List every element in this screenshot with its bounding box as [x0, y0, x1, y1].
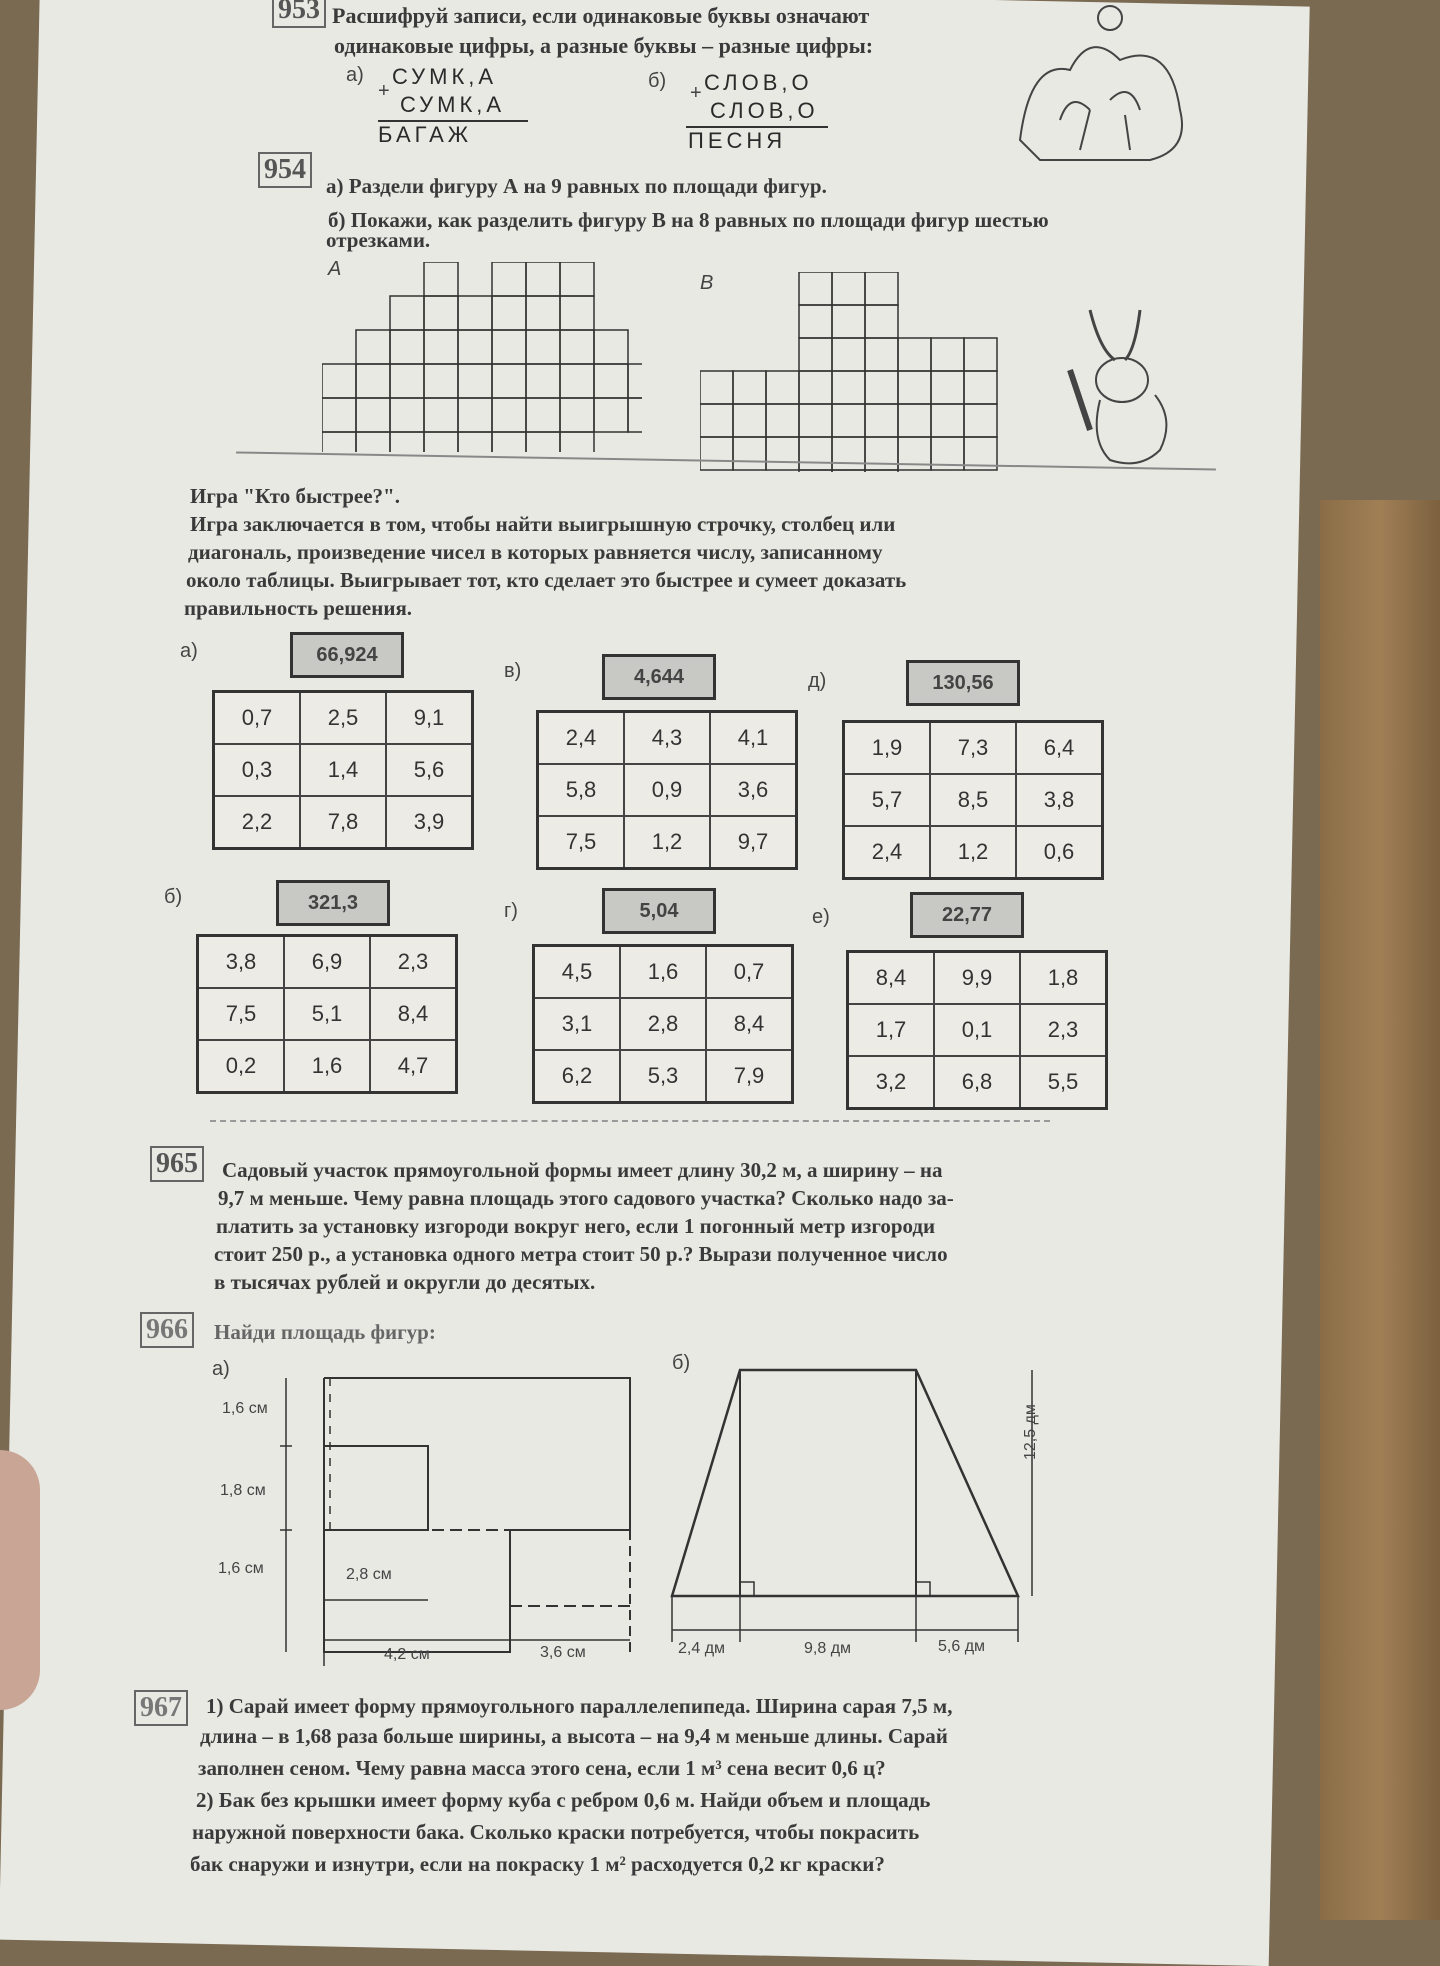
wooden-table-edge — [1320, 500, 1440, 1920]
task-965-line4: стоит 250 р., а установка одного метра стоит 50 р.? Вырази полученное число — [214, 1242, 948, 1266]
game-target-number: 130,56 — [906, 660, 1020, 706]
game-table-cell: 5,3 — [620, 1050, 706, 1103]
grid-cell — [832, 470, 865, 472]
game-table-cell: 8,4 — [848, 952, 935, 1005]
grid-cell — [865, 404, 898, 437]
game-text-line4: правильность решения. — [184, 596, 413, 620]
dim-a-w1: 4,2 см — [384, 1646, 430, 1663]
task-965-number: 965 — [150, 1146, 204, 1182]
game-table-cell: 2,4 — [538, 712, 625, 765]
grid-cell — [390, 398, 424, 432]
dim-b-w3: 5,6 дм — [938, 1638, 986, 1655]
grid-cell — [458, 364, 492, 398]
grid-cell — [322, 398, 356, 432]
game-table-cell: 3,8 — [1016, 774, 1103, 826]
grid-cell — [560, 364, 594, 398]
game-table-cell: 2,4 — [844, 826, 931, 879]
game-number-table — [846, 950, 1108, 1110]
game-table-cell: 3,6 — [710, 764, 797, 816]
grid-cell — [424, 296, 458, 330]
game-table-cell: 5,1 — [284, 988, 370, 1040]
game-table-cell: 3,8 — [198, 936, 285, 989]
cryptarithm-b-row1: СЛОВ,О — [704, 70, 813, 95]
grid-cell — [832, 305, 865, 338]
grid-cell — [560, 432, 594, 452]
grid-cell — [964, 338, 997, 371]
grid-cell — [560, 398, 594, 432]
game-target-number: 4,644 — [602, 654, 716, 700]
figure-966a — [210, 1370, 650, 1670]
game-text-line2: диагональ, произведение чисел в которых равняется числу, записанному — [188, 540, 883, 564]
game-table-cell: 7,9 — [706, 1050, 793, 1103]
game-number-table — [842, 720, 1104, 880]
grid-cell — [492, 432, 526, 452]
grid-cell — [356, 432, 390, 452]
task-954-line1: а) Раздели фигуру А на 9 равных по площади фигур. — [326, 174, 827, 198]
forest-animals-illustration — [1000, 0, 1200, 170]
game-table-label: а) — [180, 640, 198, 662]
game-table-cell: 2,2 — [214, 796, 301, 849]
game-table-cell: 7,5 — [198, 988, 285, 1040]
cryptarithm-a-row2: СУМК,А — [400, 92, 506, 117]
cryptarithm-b-result: ПЕСНЯ — [688, 128, 787, 153]
grid-cell — [458, 398, 492, 432]
cryptarithm-a-result: БАГАЖ — [378, 122, 473, 147]
game-table-cell: 1,2 — [930, 826, 1016, 879]
grid-cell — [492, 296, 526, 330]
grid-cell — [931, 404, 964, 437]
game-target-number: 5,04 — [602, 888, 716, 934]
task-967-line3: заполнен сеном. Чему равна масса этого сена, если 1 м³ сена весит 0,6 ц? — [198, 1756, 886, 1780]
task-967-number: 967 — [134, 1690, 188, 1726]
game-table-cell: 0,7 — [706, 946, 793, 999]
game-table-label: д) — [808, 670, 827, 692]
cryptarithm-a-row1: СУМК,А — [392, 64, 498, 89]
grid-cell — [356, 398, 390, 432]
game-table-cell: 0,2 — [198, 1040, 285, 1093]
game-table-cell: 0,9 — [624, 764, 710, 816]
grid-cell — [865, 371, 898, 404]
game-table-cell: 4,1 — [710, 712, 797, 765]
task-967-line2: длина – в 1,68 раза больше ширины, а высота – на 9,4 м меньше длины. Сарай — [200, 1724, 948, 1748]
grid-cell — [931, 338, 964, 371]
grid-cell — [700, 371, 733, 404]
game-table-cell: 5,7 — [844, 774, 931, 826]
cryptarithm-b-label: б) — [648, 70, 667, 92]
game-table-cell: 0,3 — [214, 744, 301, 796]
grid-cell — [898, 404, 931, 437]
grid-cell — [865, 272, 898, 305]
grid-cell — [700, 404, 733, 437]
grid-cell — [390, 364, 424, 398]
grid-cell — [964, 371, 997, 404]
grid-cell — [424, 398, 458, 432]
game-number-table — [536, 710, 798, 870]
game-table-cell: 7,5 — [538, 816, 625, 869]
figure-966b-label: б) — [672, 1352, 691, 1374]
game-target-number: 321,3 — [276, 880, 390, 926]
game-text-line3: около таблицы. Выигрывает тот, кто сделает это быстрее и сумеет доказать — [186, 568, 907, 592]
task-965-line2: 9,7 м меньше. Чему равна площадь этого садового участка? Сколько надо за- — [218, 1186, 954, 1210]
grid-cell — [492, 262, 526, 296]
grid-cell — [931, 371, 964, 404]
dim-a-h1: 1,6 см — [222, 1400, 268, 1417]
grid-cell — [390, 296, 424, 330]
grid-cell — [766, 371, 799, 404]
game-title: Игра "Кто быстрее?". — [190, 484, 400, 508]
grid-cell — [799, 470, 832, 472]
grid-cell — [799, 305, 832, 338]
divider-dashed — [210, 1120, 1050, 1122]
game-table-cell: 1,8 — [1020, 952, 1107, 1005]
game-table-cell: 3,9 — [386, 796, 473, 849]
game-table-label: б) — [164, 886, 183, 908]
task-965-line3: платить за установку изгороди вокруг него, если 1 погонный метр изгороди — [216, 1214, 936, 1238]
grid-cell — [733, 404, 766, 437]
grid-cell — [458, 330, 492, 364]
game-text-line1: Игра заключается в том, чтобы найти выигрышную строчку, столбец или — [190, 512, 896, 536]
grid-cell — [458, 432, 492, 452]
dim-a-h2: 1,8 см — [220, 1482, 266, 1499]
game-table-cell: 7,3 — [930, 722, 1016, 775]
grid-cell — [898, 371, 931, 404]
grid-cell — [526, 262, 560, 296]
game-table-cell: 5,8 — [538, 764, 625, 816]
game-table-cell: 9,7 — [710, 816, 797, 869]
grid-cell — [492, 330, 526, 364]
grid-cell — [832, 404, 865, 437]
grid-cell — [799, 338, 832, 371]
dim-b-w1: 2,4 дм — [678, 1640, 726, 1657]
game-table-cell: 0,7 — [214, 692, 301, 745]
grid-cell — [390, 330, 424, 364]
grid-cell — [799, 437, 832, 470]
game-table-cell: 6,8 — [934, 1056, 1020, 1109]
task-967-line5: наружной поверхности бака. Сколько краски потребуется, чтобы покрасить — [192, 1820, 920, 1844]
grid-cell — [865, 338, 898, 371]
game-table-cell: 9,1 — [386, 692, 473, 745]
grid-cell — [594, 364, 628, 398]
grid-cell — [628, 364, 642, 398]
cryptarithm-b-row2: СЛОВ,О — [710, 98, 819, 123]
game-table-cell: 3,1 — [534, 998, 621, 1050]
game-table-cell: 0,1 — [934, 1004, 1020, 1056]
game-table-cell: 2,3 — [370, 936, 457, 989]
grid-cell — [560, 296, 594, 330]
game-table-cell: 2,8 — [620, 998, 706, 1050]
game-table-cell: 3,2 — [848, 1056, 935, 1109]
grid-cell — [799, 371, 832, 404]
task-967-line4: 2) Бак без крышки имеет форму куба с ребром 0,6 м. Найди объем и площадь — [196, 1788, 931, 1812]
dim-b-w2: 9,8 дм — [804, 1640, 852, 1657]
task-953-line1: Расшифруй записи, если одинаковые буквы означают — [332, 3, 870, 28]
game-table-cell: 6,2 — [534, 1050, 621, 1103]
game-table-cell: 8,5 — [930, 774, 1016, 826]
figure-b-grid — [700, 272, 1010, 472]
cryptarithm-a-plus: + — [378, 80, 390, 102]
game-table-cell: 6,9 — [284, 936, 370, 989]
grid-cell — [560, 262, 594, 296]
finger-holding-page — [0, 1450, 40, 1710]
grid-cell — [594, 398, 628, 432]
grid-cell — [733, 437, 766, 470]
grid-cell — [964, 404, 997, 437]
cryptarithm-b-plus: + — [690, 82, 702, 104]
grid-cell — [526, 330, 560, 364]
dim-a-inner: 2,8 см — [346, 1566, 392, 1583]
game-table-cell: 8,4 — [370, 988, 457, 1040]
grid-cell — [526, 296, 560, 330]
grid-cell — [526, 364, 560, 398]
grid-cell — [700, 437, 733, 470]
grid-cell — [424, 262, 458, 296]
dim-b-h: 12,5 дм — [1022, 1404, 1039, 1460]
grid-cell — [733, 371, 766, 404]
rabbit-illustration — [1050, 300, 1190, 480]
game-number-table — [532, 944, 794, 1104]
grid-cell — [865, 305, 898, 338]
dim-a-w2: 3,6 см — [540, 1644, 586, 1661]
grid-cell — [424, 364, 458, 398]
grid-cell — [832, 437, 865, 470]
cryptarithm-a-label: а) — [346, 64, 364, 86]
game-table-cell: 2,5 — [300, 692, 386, 745]
grid-cell — [458, 296, 492, 330]
game-table-cell: 1,6 — [284, 1040, 370, 1093]
game-target-number: 66,924 — [290, 632, 404, 678]
grid-cell — [526, 398, 560, 432]
game-table-cell: 1,2 — [624, 816, 710, 869]
task-954-line3: отрезками. — [326, 228, 431, 252]
task-953-number: 953 — [272, 0, 326, 28]
game-table-cell: 6,4 — [1016, 722, 1103, 775]
game-table-label: в) — [504, 660, 522, 682]
grid-cell — [865, 470, 898, 472]
figure-b-label: В — [700, 272, 714, 294]
grid-cell — [356, 330, 390, 364]
grid-cell — [390, 432, 424, 452]
task-967-line6: бак снаружи и изнутри, если на покраску 1 м² расходуется 0,2 кг краски? — [190, 1852, 885, 1876]
grid-cell — [594, 330, 628, 364]
grid-cell — [766, 437, 799, 470]
grid-cell — [322, 364, 356, 398]
game-table-cell: 4,5 — [534, 946, 621, 999]
game-table-label: е) — [812, 906, 830, 928]
figure-a-label: А — [328, 258, 342, 280]
game-table-cell: 7,8 — [300, 796, 386, 849]
grid-cell — [424, 432, 458, 452]
figure-966a-label: а) — [212, 1358, 230, 1380]
task-954-line2: б) Покажи, как разделить фигуру В на 8 равных по площади фигур шестью — [328, 208, 1049, 232]
grid-cell — [898, 338, 931, 371]
game-table-cell: 5,6 — [386, 744, 473, 796]
game-table-cell: 9,9 — [934, 952, 1020, 1005]
figure-966b — [660, 1360, 1060, 1670]
task-967-line1: 1) Сарай имеет форму прямоугольного параллелепипеда. Ширина сарая 7,5 м, — [206, 1694, 953, 1718]
grid-cell — [492, 398, 526, 432]
task-965-line1: Садовый участок прямоугольной формы имеет длину 30,2 м, а ширину – на — [222, 1158, 943, 1182]
grid-cell — [799, 404, 832, 437]
grid-cell — [832, 371, 865, 404]
grid-cell — [322, 432, 356, 452]
game-table-cell: 1,9 — [844, 722, 931, 775]
game-table-label: г) — [504, 900, 518, 922]
game-table-cell: 5,5 — [1020, 1056, 1107, 1109]
game-table-cell: 2,3 — [1020, 1004, 1107, 1056]
game-table-cell: 8,4 — [706, 998, 793, 1050]
grid-cell — [799, 272, 832, 305]
game-table-cell: 1,4 — [300, 744, 386, 796]
game-table-cell: 1,6 — [620, 946, 706, 999]
grid-cell — [492, 364, 526, 398]
game-target-number: 22,77 — [910, 892, 1024, 938]
task-965-line5: в тысячах рублей и округли до десятых. — [214, 1270, 596, 1294]
grid-cell — [766, 404, 799, 437]
grid-cell — [424, 330, 458, 364]
grid-cell — [628, 398, 642, 432]
grid-cell — [832, 338, 865, 371]
game-table-cell: 1,7 — [848, 1004, 935, 1056]
game-table-cell: 4,7 — [370, 1040, 457, 1093]
task-954-number: 954 — [258, 152, 312, 188]
game-number-table — [212, 690, 474, 850]
figure-a-grid — [322, 262, 642, 452]
grid-cell — [832, 272, 865, 305]
game-number-table — [196, 934, 458, 1094]
game-table-cell: 4,3 — [624, 712, 710, 765]
game-table-cell: 0,6 — [1016, 826, 1103, 879]
grid-cell — [865, 437, 898, 470]
grid-cell — [526, 432, 560, 452]
task-953-line2: одинаковые цифры, а разные буквы – разные цифры: — [334, 33, 874, 58]
grid-cell — [560, 330, 594, 364]
task-966-title: Найди площадь фигур: — [214, 1320, 436, 1344]
task-966-number: 966 — [140, 1312, 194, 1348]
grid-cell — [356, 364, 390, 398]
dim-a-h3: 1,6 см — [218, 1560, 264, 1577]
